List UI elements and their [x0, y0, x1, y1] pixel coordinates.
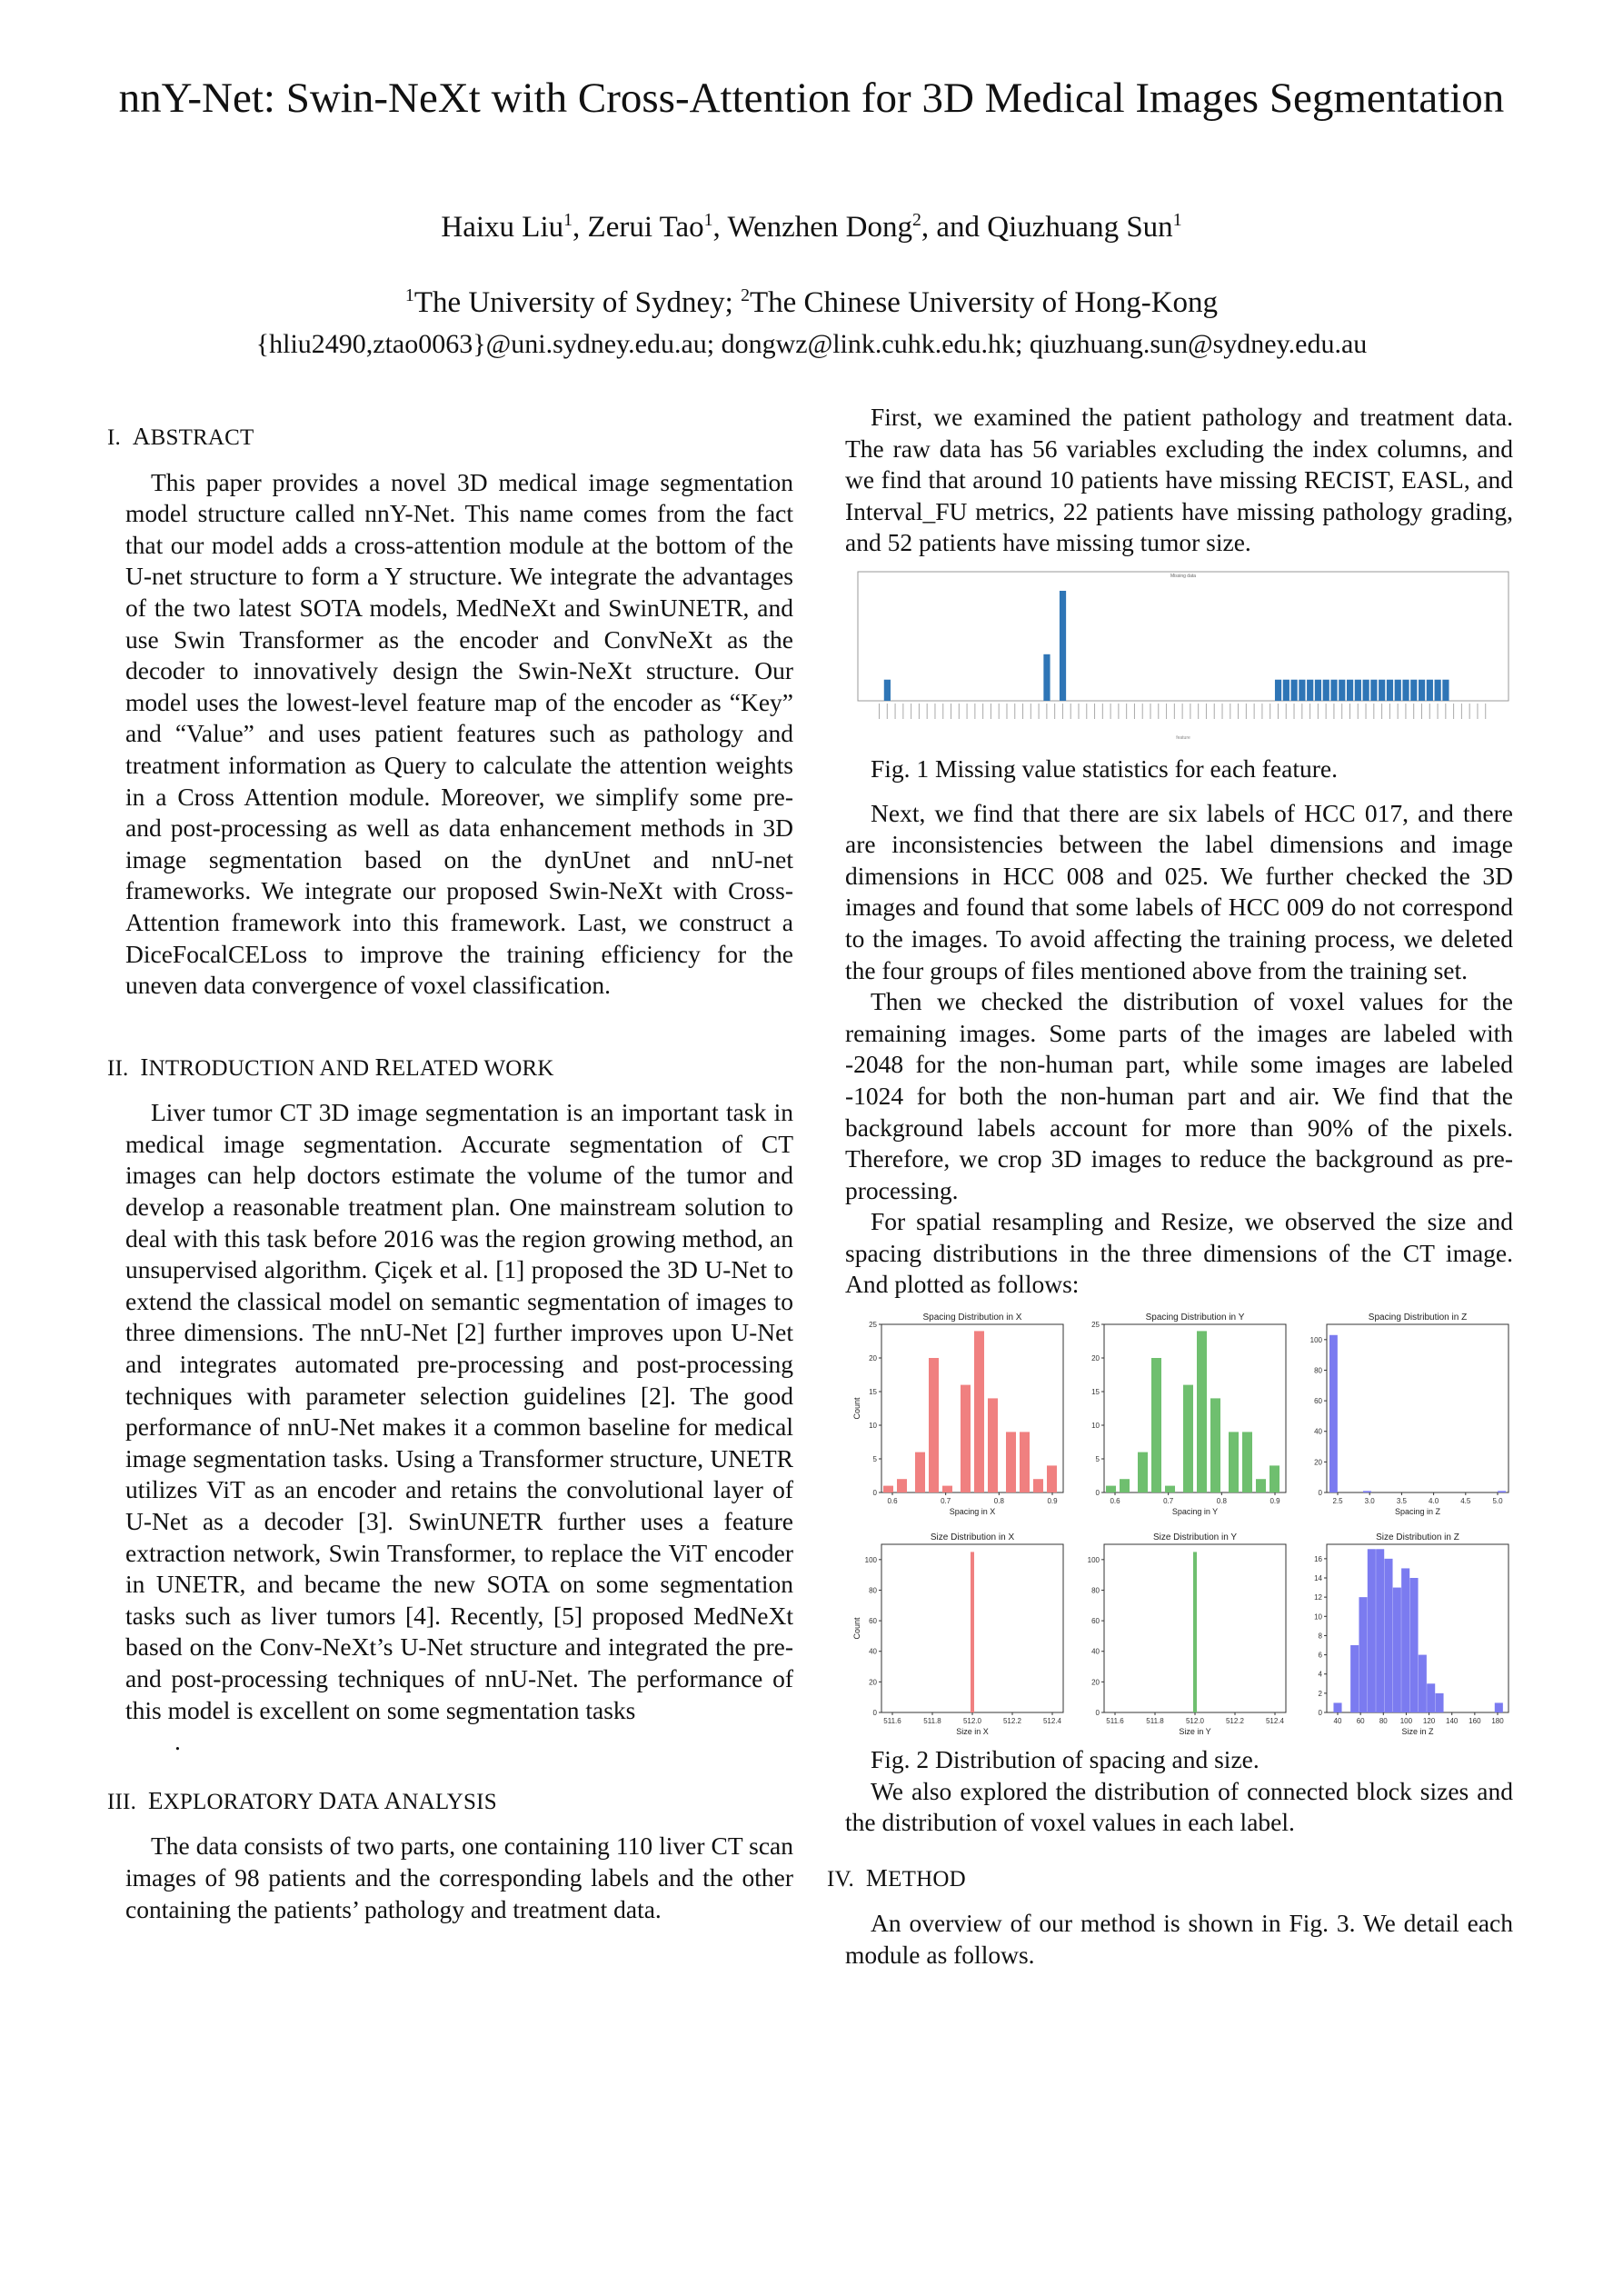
fig2-xtick-label: 512.4 — [1265, 1717, 1285, 1726]
fig2-bar — [1165, 1486, 1175, 1492]
fig2-ytick-label: 0 — [1318, 1489, 1322, 1498]
fig2-xtick-label: 512.0 — [962, 1717, 982, 1726]
abstract-paragraph: This paper provides a novel 3D medical image segmentation model structure called nnY-Net. This name comes from the fact that our model adds a cross-attention module at the bottom of the U-net structure to form a Y structure. We integrate the advantages of the two latest SOTA models, MedNeXt and SwinUNETR, and use Swin Transformer as the encoder and ConvNeXt as the decoder to innovatively design the Swin-NeXt structure. Our model uses the lowest-level feature map of the encoder as “Key” and “Value” and uses patient features such as pathology and treatment information as Query to calculate the attention weights in a Cross Attention module. Moreover, we simplify some pre- and post-processing as well as data enhancement methods in 3D image segmentation based on the dynUnet and nnU-net frameworks. We integrate our proposed Swin-NeXt with Cross-Attention framework into this framework. Last, we construct a DiceFocalCELoss to improve the training efficiency for the uneven data convergence of voxel classification. — [125, 467, 793, 1000]
fig1-bar — [884, 680, 891, 701]
fig2-ytick-label: 8 — [1318, 1632, 1322, 1641]
figure-1-missing-values-chart — [845, 564, 1518, 746]
fig2-bar — [1401, 1568, 1409, 1712]
fig2-bar — [1384, 1559, 1392, 1712]
fig2-ytick-label: 10 — [1091, 1422, 1100, 1431]
fig1-bar — [1395, 680, 1401, 701]
fig2-ytick-label: 2 — [1318, 1689, 1322, 1698]
fig1-bar — [1043, 654, 1050, 701]
fig2-ytick-label: 40 — [1091, 1647, 1100, 1656]
fig2-ylabel: Count — [852, 1617, 861, 1640]
fig2-xtick-label: 0.7 — [1163, 1497, 1174, 1506]
author-list — [0, 211, 1623, 245]
fig2-ytick-label: 10 — [869, 1422, 877, 1431]
fig2-ylabel: Count — [852, 1397, 861, 1420]
author-name: Zerui Tao — [587, 211, 704, 244]
fig1-bar — [1347, 680, 1353, 701]
author-name: Qiuzhuang Sun — [987, 211, 1173, 244]
fig2-panel-title: Spacing Distribution in Z — [1368, 1313, 1468, 1323]
fig2-bar — [1350, 1645, 1359, 1712]
fig2-bar — [1376, 1549, 1384, 1712]
fig2-bar — [1183, 1385, 1193, 1492]
fig2-ytick-label: 40 — [869, 1647, 877, 1656]
eda-paragraph: The data consists of two parts, one containing 110 liver CT scan images of 98 patients and the corresponding labels and the other containing the patients’ pathology and treatment data. — [125, 1832, 793, 1923]
fig2-bar — [1427, 1683, 1435, 1712]
fig2-xtick-label: 100 — [1399, 1717, 1413, 1726]
fig2-xtick-label: 4.0 — [1429, 1497, 1439, 1506]
fig2-ytick-label: 0 — [1318, 1709, 1322, 1718]
fig1-bar — [1427, 680, 1433, 701]
fig2-bar — [1270, 1465, 1279, 1492]
fig2-ytick-label: 25 — [869, 1321, 877, 1330]
fig2-xtick-label: 60 — [1356, 1717, 1365, 1726]
fig2-ytick-label: 80 — [1091, 1586, 1100, 1595]
fig2-bar — [1106, 1486, 1116, 1492]
fig2-panel-title: Size Distribution in Z — [1376, 1532, 1459, 1543]
fig2-xtick-label: 160 — [1469, 1717, 1481, 1726]
fig2-xtick-label: 120 — [1422, 1717, 1436, 1726]
fig2-panel-frame — [1327, 1324, 1508, 1492]
fig2-ytick-label: 20 — [1091, 1354, 1100, 1363]
fig2-bar — [1210, 1398, 1220, 1492]
fig2-bar — [1368, 1549, 1376, 1712]
affiliations — [0, 286, 1623, 320]
fig2-ytick-label: 0 — [872, 1709, 877, 1718]
fig2-bar — [1495, 1702, 1503, 1712]
fig2-panel-title: Spacing Distribution in X — [922, 1313, 1022, 1323]
fig1-bar — [1307, 680, 1313, 701]
fig2-ytick-label: 100 — [1087, 1555, 1100, 1564]
fig2-xtick-label: 0.7 — [941, 1497, 951, 1506]
right-column — [827, 402, 1513, 1972]
body-paragraph: Then we checked the distribution of voxel values for the remaining images. Some parts of the images are labeled with -2048 for the non-human part, while some images are labeled -1024 for both the non-human part and air. We find that the background labels account for more than 90% of the pixels. Therefore, we crop 3D images to reduce the background as pre-processing. — [845, 987, 1513, 1204]
fig2-bar — [1242, 1432, 1252, 1492]
paper-title: nnY-Net: Swin-NeXt with Cross-Attention for 3D Medical Images Segmentation — [118, 75, 1505, 122]
fig2-xtick-label: 0.6 — [1110, 1497, 1120, 1506]
fig1-title: Missing data — [1170, 573, 1197, 579]
fig2-bar — [974, 1331, 984, 1492]
section-heading-intro: II. INTRODUCTION AND RELATED WORK — [107, 1053, 554, 1081]
fig2-xtick-label: 511.8 — [923, 1717, 941, 1726]
aff-mark: 1 — [404, 285, 414, 305]
fig2-ytick-label: 5 — [872, 1455, 877, 1464]
fig2-bar — [1256, 1479, 1266, 1492]
section-heading-method: IV. METHOD — [827, 1863, 966, 1892]
fig2-bar — [1419, 1655, 1427, 1712]
fig2-bar — [1138, 1452, 1148, 1492]
fig2-xtick-label: 0.8 — [993, 1497, 1004, 1506]
fig2-ytick-label: 5 — [1095, 1455, 1100, 1464]
fig1-bar — [1330, 680, 1337, 701]
fig2-panel — [1314, 1532, 1508, 1736]
fig1-bar — [1283, 680, 1289, 701]
figure-1-caption: Fig. 1 Missing value statistics for each feature. — [871, 754, 1338, 783]
fig2-ytick-label: 25 — [1091, 1321, 1100, 1330]
fig1-bar — [1299, 680, 1305, 701]
fig1-bar — [1060, 591, 1066, 701]
body-paragraph: An overview of our method is shown in Fig. 3. We detail each module as follows. — [845, 1909, 1513, 1970]
fig1-bar — [1419, 680, 1425, 701]
fig2-bar — [915, 1452, 925, 1492]
fig2-panel — [1091, 1313, 1286, 1516]
fig2-panel — [852, 1532, 1063, 1736]
intro-trailing-dot: . — [174, 1727, 181, 1756]
figure-2-distribution-charts — [845, 1306, 1518, 1742]
fig2-bar — [1020, 1432, 1030, 1492]
fig2-xtick-label: 3.5 — [1396, 1497, 1407, 1506]
body-paragraph: We also explored the distribution of connected block sizes and the distribution of voxel values in each label. — [845, 1776, 1513, 1837]
fig2-ytick-label: 60 — [1314, 1397, 1322, 1406]
fig2-bar — [1047, 1465, 1057, 1492]
fig2-ytick-label: 0 — [872, 1489, 877, 1498]
fig2-panel — [1088, 1532, 1286, 1736]
author-name: Wenzhen Dong — [727, 211, 912, 244]
fig1-bar — [1323, 680, 1329, 701]
fig2-ytick-label: 12 — [1314, 1593, 1322, 1602]
fig2-xtick-label: 512.2 — [1002, 1717, 1022, 1726]
intro-paragraph: Liver tumor CT 3D image segmentation is an important task in medical image segmentation. Accurate segmentation of CT images can help doctors estimate the volume of the tumor and develop a reasonable treatment plan. One mainstream solution to deal with this task before 2016 was the region growing method, an unsupervised algorithm. Çiçek et al. [1] proposed the 3D U-Net to extend the classical model on semantic segmentation of images to three dimensions. The nnU-Net [2] further improves upon U-Net and integrates automated pre-processing and post-processing techniques with parameter selection guidelines [2]. The good performance of nnU-Net makes it a common baseline for medical image segmentation tasks. Using a Transformer structure, UNETR utilizes ViT as an encoder and retains the convolutional layer of U-Net as a decoder [3]. SwinUNETR further uses a feature extraction network, Swin Transformer, to replace the ViT encoder in UNETR, and became the new SOTA on some segmentation tasks such as liver tumors [4]. Recently, [5] proposed MedNeXt based on the Conv-NeXt’s U-Net structure and integrated the pre- and post-processing techniques of nnU-Net. The performance of this model is excellent on some segmentation tasks — [125, 1098, 793, 1724]
fig2-bar — [1329, 1335, 1338, 1492]
fig1-bar — [1275, 680, 1281, 701]
fig2-ytick-label: 15 — [869, 1388, 877, 1397]
fig2-panel-title: Spacing Distribution in Y — [1145, 1313, 1245, 1323]
fig2-bar — [1409, 1578, 1418, 1712]
fig2-panel-title: Size Distribution in Y — [1152, 1532, 1238, 1543]
fig2-panel — [1310, 1313, 1508, 1516]
fig2-xtick-label: 0.9 — [1270, 1497, 1280, 1506]
fig2-ytick-label: 40 — [1314, 1427, 1322, 1436]
fig2-bar — [1197, 1331, 1207, 1492]
fig2-ytick-label: 15 — [1091, 1388, 1100, 1397]
fig2-xtick-label: 512.2 — [1225, 1717, 1245, 1726]
fig2-bar — [971, 1552, 974, 1712]
fig2-bar — [988, 1398, 998, 1492]
fig2-ytick-label: 20 — [869, 1354, 877, 1363]
fig2-bar — [883, 1486, 893, 1492]
fig2-bar — [1333, 1702, 1341, 1712]
fig2-ytick-label: 60 — [1091, 1617, 1100, 1626]
fig2-ytick-label: 20 — [1091, 1678, 1100, 1687]
fig2-bar — [1435, 1693, 1443, 1712]
fig1-bar — [1442, 680, 1449, 701]
fig2-xtick-label: 140 — [1446, 1717, 1459, 1726]
fig2-bar — [1120, 1479, 1130, 1492]
fig2-ytick-label: 16 — [1314, 1554, 1322, 1563]
fig2-bar — [1498, 1491, 1506, 1492]
aff-text: The University of Sydney; — [413, 286, 742, 319]
author-sep: , — [573, 211, 588, 244]
fig2-ytick-label: 100 — [864, 1555, 877, 1564]
fig2-ytick-label: 60 — [869, 1617, 877, 1626]
fig2-xtick-label: 180 — [1491, 1717, 1504, 1726]
fig2-ytick-label: 100 — [1309, 1335, 1322, 1344]
aff-text: The Chinese University of Hong-Kong — [749, 286, 1219, 319]
fig2-ytick-label: 0 — [1095, 1489, 1100, 1498]
author-sep: , and — [921, 211, 988, 244]
fig2-bar — [1229, 1432, 1239, 1492]
fig2-bar — [897, 1479, 907, 1492]
fig2-bar — [1393, 1588, 1401, 1712]
fig2-xtick-label: 512.4 — [1042, 1717, 1062, 1726]
fig2-bar — [942, 1486, 952, 1492]
fig1-bar — [1339, 680, 1345, 701]
fig2-ytick-label: 6 — [1318, 1651, 1322, 1660]
fig2-ytick-label: 80 — [1314, 1366, 1322, 1375]
fig2-ytick-label: 10 — [1314, 1612, 1322, 1622]
fig2-bar — [929, 1358, 939, 1492]
fig2-xlabel: Spacing in Z — [1394, 1507, 1441, 1517]
body-paragraph: For spatial resampling and Resize, we observed the size and spacing distributions in the three dimensions of the CT image. And plotted as follows: — [845, 1207, 1513, 1299]
fig2-bar — [1033, 1479, 1043, 1492]
aff-mark: 2 — [741, 285, 750, 305]
fig2-xlabel: Size in Y — [1179, 1727, 1211, 1737]
fig2-xtick-label: 0.8 — [1216, 1497, 1227, 1506]
fig2-xtick-label: 512.0 — [1185, 1717, 1205, 1726]
fig2-panel-frame — [1104, 1324, 1286, 1492]
fig2-panel-frame — [881, 1324, 1063, 1492]
fig2-xtick-label: 511.8 — [1146, 1717, 1164, 1726]
fig2-ytick-label: 14 — [1314, 1574, 1322, 1583]
fig1-bar — [1291, 680, 1298, 701]
author-name: Haixu Liu — [441, 211, 564, 244]
author-aff: 1 — [563, 210, 573, 230]
left-column — [107, 421, 793, 1925]
fig2-xtick-label: 5.0 — [1492, 1497, 1503, 1506]
fig2-xlabel: Size in Z — [1401, 1727, 1434, 1737]
fig1-bar — [1315, 680, 1321, 701]
section-heading-abstract: I. ABSTRACT — [107, 423, 254, 450]
fig1-bar — [1355, 680, 1361, 701]
author-aff: 2 — [911, 210, 921, 230]
author-aff: 1 — [1172, 210, 1182, 230]
fig2-xtick-label: 4.5 — [1460, 1497, 1471, 1506]
fig1-bar — [1363, 680, 1369, 701]
section-heading-eda: III. EXPLORATORY DATA ANALYSIS — [107, 1786, 497, 1814]
fig2-ytick-label: 4 — [1318, 1670, 1322, 1679]
fig2-ytick-label: 80 — [869, 1586, 877, 1595]
fig1-bar — [1387, 680, 1393, 701]
fig2-xtick-label: 511.6 — [1106, 1717, 1124, 1726]
fig2-panel-title: Size Distribution in X — [930, 1532, 1015, 1543]
body-paragraph: Next, we find that there are six labels of HCC 017, and there are inconsistencies between the label dimensions and image dimensions in HCC 008 and 025. We further checked the 3D images and found that some labels of HCC 009 do not correspond to the images. To avoid affecting the training process, we deleted the four groups of files mentioned above from the training set. — [845, 798, 1513, 984]
body-paragraph: First, we examined the patient pathology and treatment data. The raw data has 56 variables excluding the index columns, and we find that around 10 patients have missing RECIST, EASL, and Interval_FU metrics, 22 patients have missing pathology grading, and 52 patients have missing tumor size. — [845, 403, 1513, 557]
fig1-bar — [1402, 680, 1409, 701]
fig2-ytick-label: 20 — [1314, 1458, 1322, 1467]
emails: {hliu2490,ztao0063}@uni.sydney.edu.au; dongwz@link.cuhk.edu.hk; qiuzhuang.sun@sydney.edu.au — [255, 329, 1368, 359]
fig2-bar — [1193, 1552, 1197, 1712]
figure-2-caption: Fig. 2 Distribution of spacing and size. — [871, 1745, 1260, 1774]
fig2-xtick-label: 80 — [1379, 1717, 1388, 1726]
fig2-xlabel: Size in X — [956, 1727, 989, 1737]
fig2-bar — [1359, 1597, 1367, 1712]
fig1-bar — [1379, 680, 1385, 701]
fig2-bar — [1151, 1358, 1161, 1492]
fig2-ytick-label: 0 — [1095, 1709, 1100, 1718]
fig2-bar — [961, 1385, 971, 1492]
fig2-xtick-label: 40 — [1333, 1717, 1342, 1726]
fig2-ytick-label: 20 — [869, 1678, 877, 1687]
fig1-bar — [1410, 680, 1417, 701]
fig2-xtick-label: 3.0 — [1364, 1497, 1375, 1506]
author-sep: , — [712, 211, 728, 244]
fig2-bar — [1363, 1491, 1371, 1492]
fig2-xtick-label: 511.6 — [883, 1717, 901, 1726]
author-aff: 1 — [703, 210, 713, 230]
fig2-xtick-label: 0.6 — [887, 1497, 898, 1506]
fig2-bar — [1006, 1432, 1016, 1492]
fig2-panel — [852, 1313, 1063, 1516]
fig1-xlabel: feature — [1176, 734, 1190, 741]
fig2-xlabel: Spacing in Y — [1171, 1507, 1219, 1517]
fig1-bar — [1370, 680, 1377, 701]
fig2-xtick-label: 2.5 — [1332, 1497, 1343, 1506]
fig2-xtick-label: 0.9 — [1047, 1497, 1058, 1506]
fig2-xlabel: Spacing in X — [949, 1507, 996, 1517]
fig1-bar — [1435, 680, 1441, 701]
